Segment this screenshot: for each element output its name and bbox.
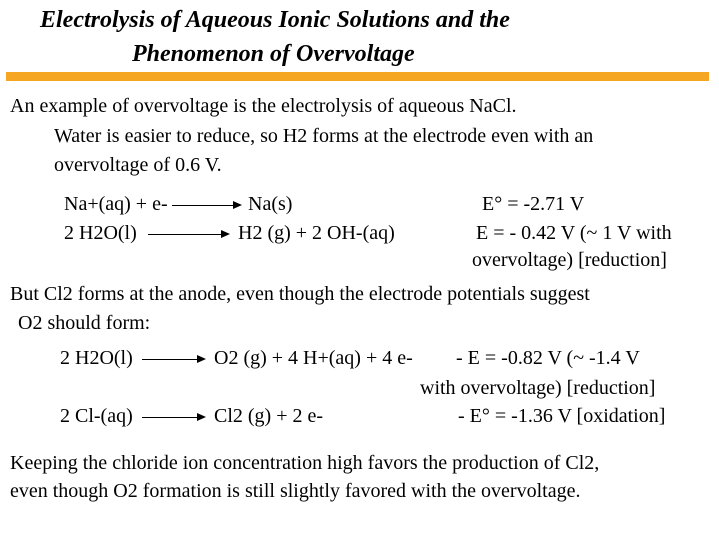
conclusion-line-2: even though O2 formation is still slightly favored with the overvoltage. bbox=[10, 480, 581, 502]
reaction-1-potential: E° = -2.71 V bbox=[482, 193, 585, 215]
reaction-4-arrow bbox=[142, 417, 204, 418]
reaction-4-products: Cl2 (g) + 2 e- bbox=[214, 405, 324, 427]
reaction-2-potential: E = - 0.42 V (~ 1 V with bbox=[476, 222, 672, 244]
middle-line-1: But Cl2 forms at the anode, even though the electrode potentials suggest bbox=[10, 283, 590, 305]
intro-line-3: overvoltage of 0.6 V. bbox=[54, 154, 222, 176]
reaction-3-potential: - E = -0.82 V (~ -1.4 V bbox=[456, 347, 640, 369]
reaction-2-reactants: 2 H2O(l) bbox=[64, 222, 137, 244]
reaction-1-reactants: Na+(aq) + e- bbox=[64, 193, 168, 215]
title-underline-bar bbox=[6, 72, 709, 81]
reaction-3-arrow bbox=[142, 359, 204, 360]
reaction-4-potential: - E° = -1.36 V [oxidation] bbox=[458, 405, 666, 427]
title-line-2: Phenomenon of Overvoltage bbox=[132, 41, 415, 67]
reaction-2-arrow bbox=[148, 234, 228, 235]
reaction-2-products: H2 (g) + 2 OH-(aq) bbox=[238, 222, 395, 244]
middle-line-2: O2 should form: bbox=[18, 312, 151, 334]
reaction-3-reactants: 2 H2O(l) bbox=[60, 347, 133, 369]
title-line-1: Electrolysis of Aqueous Ionic Solutions and the bbox=[40, 7, 510, 33]
reaction-4-reactants: 2 Cl-(aq) bbox=[60, 405, 133, 427]
reaction-1-arrow bbox=[172, 205, 240, 206]
conclusion-line-1: Keeping the chloride ion concentration high favors the production of Cl2, bbox=[10, 452, 600, 474]
intro-line-1: An example of overvoltage is the electrolysis of aqueous NaCl. bbox=[10, 95, 517, 117]
reaction-1-products: Na(s) bbox=[248, 193, 293, 215]
reaction-3-potential-cont: with overvoltage) [reduction] bbox=[420, 377, 656, 399]
reaction-3-products: O2 (g) + 4 H+(aq) + 4 e- bbox=[214, 347, 413, 369]
intro-line-2: Water is easier to reduce, so H2 forms at the electrode even with an bbox=[54, 125, 594, 147]
reaction-2-potential-cont: overvoltage) [reduction] bbox=[472, 249, 667, 271]
